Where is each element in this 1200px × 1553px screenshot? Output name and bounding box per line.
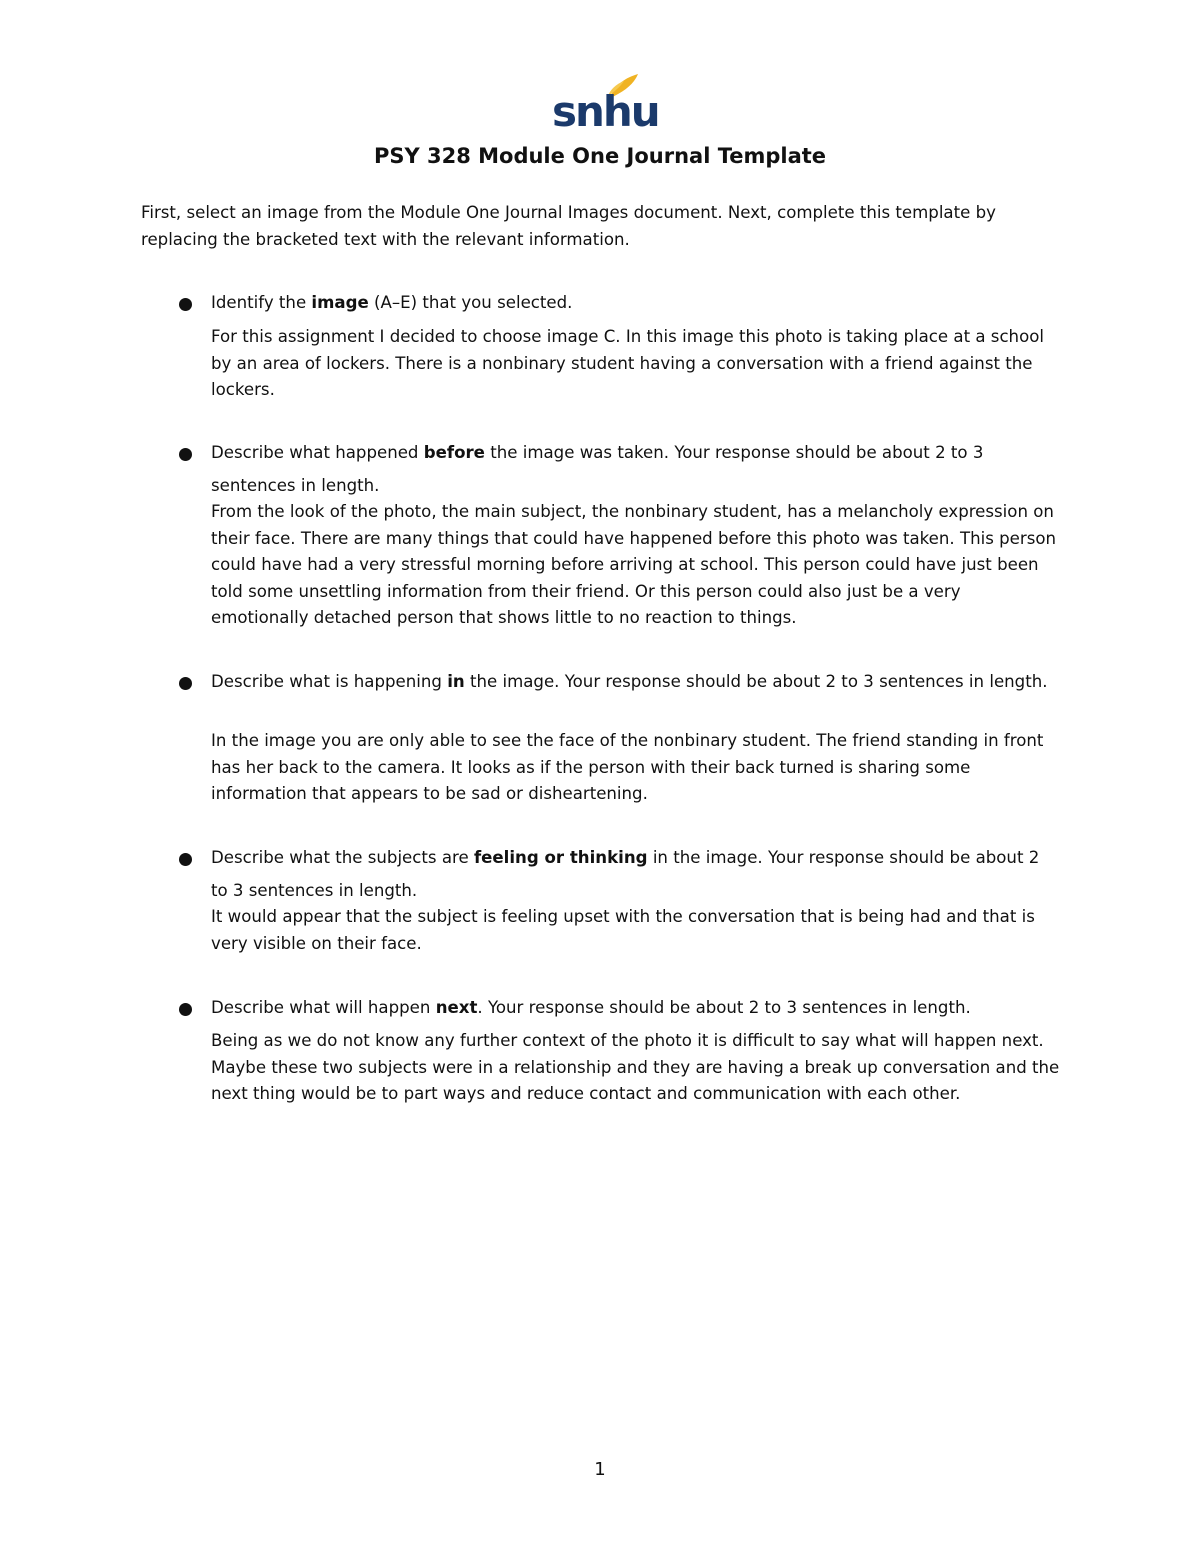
page-title: PSY 328 Module One Journal Template xyxy=(373,144,827,168)
prompt-text: Describe what the subjects are feeling or thinking in the image. Your response should be about 2 to 3 sentences in length. xyxy=(211,848,1040,900)
prompt-text: Identify the image (A–E) that you selected. xyxy=(211,293,573,312)
bullet-icon xyxy=(179,298,192,311)
answer-text: It would appear that the subject is feeling upset with the conversation that is being had and that is very visible on their face. xyxy=(211,907,1035,953)
prompt-text: Describe what happened before the image was taken. Your response should be about 2 to 3 sentences in length. xyxy=(211,443,984,495)
bullet-icon xyxy=(179,1003,192,1016)
prompt-text: Describe what will happen next. Your response should be about 2 to 3 sentences in length. xyxy=(211,998,971,1017)
bullet-icon xyxy=(179,448,192,461)
page-number: 1 xyxy=(594,1459,606,1480)
answer-text: Being as we do not know any further context of the photo it is difficult to say what will happen next. Maybe these two subjects were in a relationship and they are having a break up conversation and the next thing would be to part ways and reduce contact and communication with each other. xyxy=(211,1031,1060,1103)
bullet-icon xyxy=(179,677,192,690)
bullet-icon xyxy=(179,853,192,866)
answer-text: For this assignment I decided to choose image C. In this image this photo is taking place at a school by an area of lockers. There is a nonbinary student having a conversation with a friend against the lockers. xyxy=(211,327,1044,399)
prompt-text: Describe what is happening in the image. Your response should be about 2 to 3 sentences in length. xyxy=(211,672,1048,691)
intro-paragraph: First, select an image from the Module One Journal Images document. Next, complete this template by replacing the bracketed text with the relevant information. xyxy=(141,203,996,249)
logo-wordmark: snhu xyxy=(552,87,659,136)
snhu-logo xyxy=(552,72,659,136)
answer-text: In the image you are only able to see the face of the nonbinary student. The friend standing in front has her back to the camera. It looks as if the person with their back turned is sharing some information that appears to be sad or disheartening. xyxy=(211,731,1044,803)
answer-text: From the look of the photo, the main subject, the nonbinary student, has a melancholy expression on their face. There are many things that could have happened before this photo was taken. This person could have had a very stressful morning before arriving at school. This person could have just been told some unsettling information from their friend. Or this person could also just be a very emotionally detached person that shows little to no reaction to things. xyxy=(211,502,1057,627)
